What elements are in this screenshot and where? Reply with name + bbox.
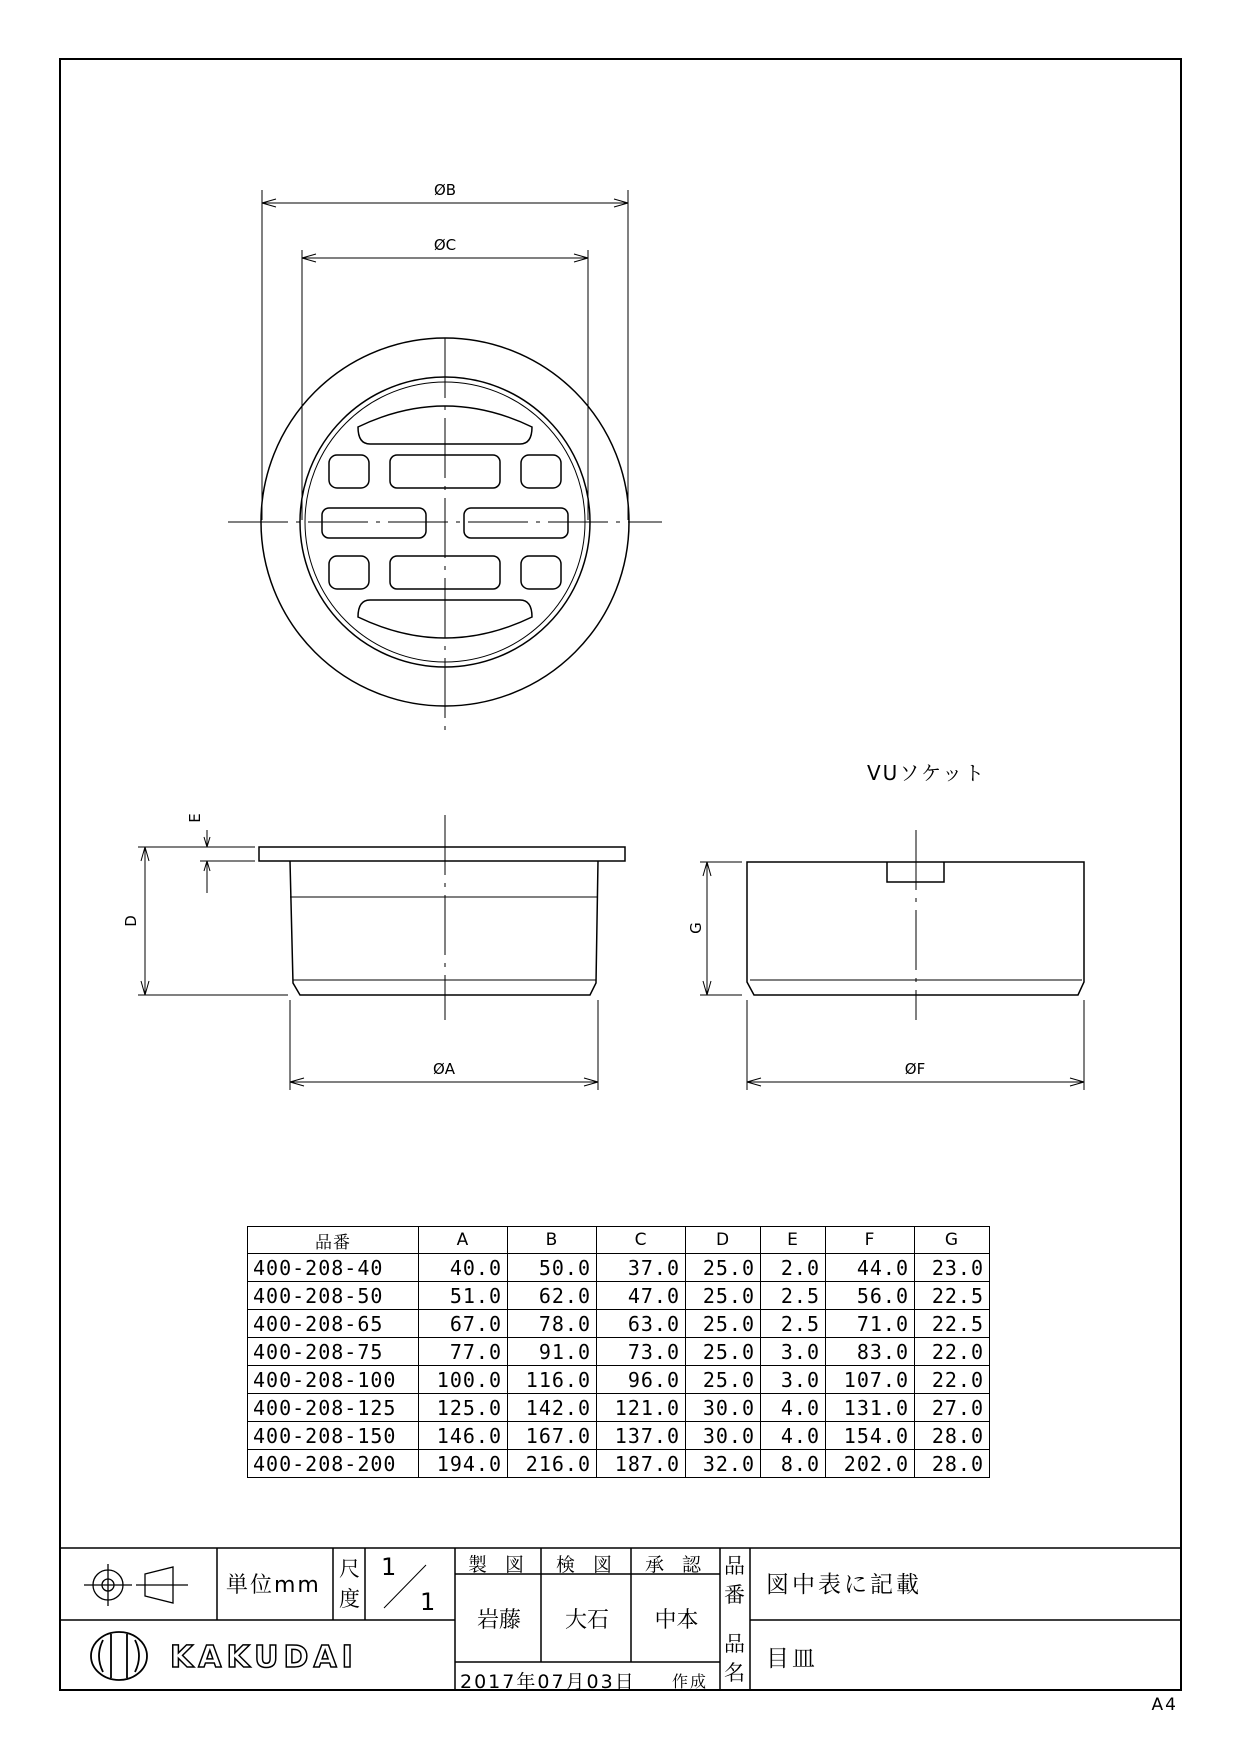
table-cell-value: 25.0: [686, 1254, 761, 1282]
table-cell-part-no: 400-208-75: [248, 1338, 419, 1366]
table-row: [248, 1394, 990, 1422]
checked-label: 検 図: [555, 1554, 619, 1576]
spec-table: [247, 1226, 990, 1478]
table-row: [248, 1366, 990, 1394]
kakudai-logo-icon: [91, 1632, 147, 1680]
header-c: C: [597, 1227, 686, 1254]
table-cell-value: 51.0: [419, 1282, 508, 1310]
table-cell-part-no: 400-208-125: [248, 1394, 419, 1422]
table-cell-value: 22.5: [915, 1310, 990, 1338]
table-cell-value: 187.0: [597, 1450, 686, 1478]
body: [290, 861, 598, 995]
label-f: ØF: [904, 1060, 926, 1078]
flange: [259, 847, 625, 861]
table-cell-part-no: 400-208-65: [248, 1310, 419, 1338]
table-cell-value: 78.0: [508, 1310, 597, 1338]
table-cell-value: 154.0: [826, 1422, 915, 1450]
dim-e: [200, 830, 255, 893]
part-name-label-1: 品: [724, 1632, 745, 1656]
table-cell-value: 116.0: [508, 1366, 597, 1394]
table-cell-value: 27.0: [915, 1394, 990, 1422]
part-no-value: 図中表に記載: [766, 1572, 922, 1598]
table-cell-value: 194.0: [419, 1450, 508, 1478]
socket-view: [687, 761, 1084, 1090]
third-angle-projection-icon: [84, 1564, 188, 1606]
table-cell-value: 22.5: [915, 1282, 990, 1310]
brand-name: KAKUDAI: [170, 1640, 358, 1675]
table-cell-value: 25.0: [686, 1282, 761, 1310]
table-cell-value: 67.0: [419, 1310, 508, 1338]
drawn-label: 製 図: [467, 1554, 531, 1576]
label-a: ØA: [432, 1060, 456, 1078]
table-cell-value: 131.0: [826, 1394, 915, 1422]
table-cell-value: 28.0: [915, 1450, 990, 1478]
table-cell-value: 125.0: [419, 1394, 508, 1422]
header-d: D: [686, 1227, 761, 1254]
label-d: D: [122, 915, 140, 927]
label-c: ØC: [433, 236, 457, 254]
table-body: [248, 1254, 990, 1478]
table-row: [248, 1422, 990, 1450]
dim-c: [302, 254, 588, 262]
table-cell-value: 83.0: [826, 1338, 915, 1366]
table-cell-value: 77.0: [419, 1338, 508, 1366]
table-cell-value: 146.0: [419, 1422, 508, 1450]
table-cell-value: 30.0: [686, 1422, 761, 1450]
table-cell-part-no: 400-208-100: [248, 1366, 419, 1394]
header-part-no: 品番: [248, 1227, 419, 1254]
table-row: [248, 1254, 990, 1282]
part-no-label-1: 品: [724, 1554, 745, 1578]
table-cell-value: 100.0: [419, 1366, 508, 1394]
table-cell-value: 30.0: [686, 1394, 761, 1422]
table-cell-value: 2.0: [761, 1254, 826, 1282]
table-cell-value: 91.0: [508, 1338, 597, 1366]
dim-g: [700, 862, 742, 995]
approved-label: 承 認: [644, 1554, 708, 1576]
table-cell-value: 32.0: [686, 1450, 761, 1478]
dim-b: [262, 199, 628, 207]
table-cell-value: 3.0: [761, 1338, 826, 1366]
dim-d: [138, 847, 288, 995]
header-a: A: [419, 1227, 508, 1254]
table-cell-part-no: 400-208-150: [248, 1422, 419, 1450]
table-cell-value: 4.0: [761, 1394, 826, 1422]
table-cell-value: 167.0: [508, 1422, 597, 1450]
created-label: 作成: [672, 1672, 709, 1691]
table-cell-value: 62.0: [508, 1282, 597, 1310]
label-e: E: [186, 813, 204, 823]
socket-title: VUソケット: [867, 761, 987, 785]
drawn-by: 岩藤: [476, 1608, 521, 1633]
table-cell-value: 25.0: [686, 1310, 761, 1338]
scale-numerator: 1: [381, 1553, 397, 1581]
label-g: G: [687, 922, 705, 934]
table-cell-value: 137.0: [597, 1422, 686, 1450]
checked-by: 大石: [564, 1608, 609, 1633]
table-cell-part-no: 400-208-200: [248, 1450, 419, 1478]
header-g: G: [915, 1227, 990, 1254]
table-cell-value: 40.0: [419, 1254, 508, 1282]
table-cell-value: 121.0: [597, 1394, 686, 1422]
page-size-label: A4: [1151, 1695, 1178, 1715]
table-cell-value: 22.0: [915, 1338, 990, 1366]
label-b: ØB: [433, 181, 457, 199]
drawing-date: 2017年07月03日: [460, 1671, 636, 1693]
table-cell-value: 50.0: [508, 1254, 597, 1282]
table-cell-value: 142.0: [508, 1394, 597, 1422]
header-b: B: [508, 1227, 597, 1254]
scale-label-1: 尺: [339, 1557, 360, 1581]
table-cell-value: 25.0: [686, 1366, 761, 1394]
table-cell-value: 56.0: [826, 1282, 915, 1310]
header-f: F: [826, 1227, 915, 1254]
part-name-value: 目皿: [766, 1646, 818, 1672]
part-no-label-2: 番: [724, 1583, 745, 1607]
table-cell-value: 37.0: [597, 1254, 686, 1282]
table-cell-value: 202.0: [826, 1450, 915, 1478]
table-cell-value: 2.5: [761, 1310, 826, 1338]
scale-label-2: 度: [339, 1587, 360, 1611]
table-row: [248, 1338, 990, 1366]
table-cell-part-no: 400-208-50: [248, 1282, 419, 1310]
table-cell-value: 23.0: [915, 1254, 990, 1282]
table-cell-value: 3.0: [761, 1366, 826, 1394]
table-cell-value: 71.0: [826, 1310, 915, 1338]
header-e: E: [761, 1227, 826, 1254]
part-name-label-2: 名: [724, 1661, 745, 1685]
table-row: [248, 1310, 990, 1338]
table-cell-value: 47.0: [597, 1282, 686, 1310]
table-cell-value: 28.0: [915, 1422, 990, 1450]
table-cell-value: 2.5: [761, 1282, 826, 1310]
table-cell-value: 73.0: [597, 1338, 686, 1366]
table-cell-value: 63.0: [597, 1310, 686, 1338]
table-cell-value: 22.0: [915, 1366, 990, 1394]
center-lines: [228, 338, 662, 735]
table-cell-value: 25.0: [686, 1338, 761, 1366]
side-view: [122, 813, 625, 1090]
table-cell-value: 4.0: [761, 1422, 826, 1450]
unit-label: 単位mm: [226, 1573, 321, 1598]
top-view: [228, 181, 662, 735]
table-cell-value: 216.0: [508, 1450, 597, 1478]
table-row: [248, 1450, 990, 1478]
scale-denominator: 1: [420, 1588, 436, 1616]
table-cell-value: 44.0: [826, 1254, 915, 1282]
table-cell-value: 96.0: [597, 1366, 686, 1394]
table-cell-part-no: 400-208-40: [248, 1254, 419, 1282]
table-cell-value: 8.0: [761, 1450, 826, 1478]
table-row: [248, 1282, 990, 1310]
approved-by: 中本: [654, 1608, 699, 1633]
table-header-row: [248, 1227, 990, 1254]
table-cell-value: 107.0: [826, 1366, 915, 1394]
